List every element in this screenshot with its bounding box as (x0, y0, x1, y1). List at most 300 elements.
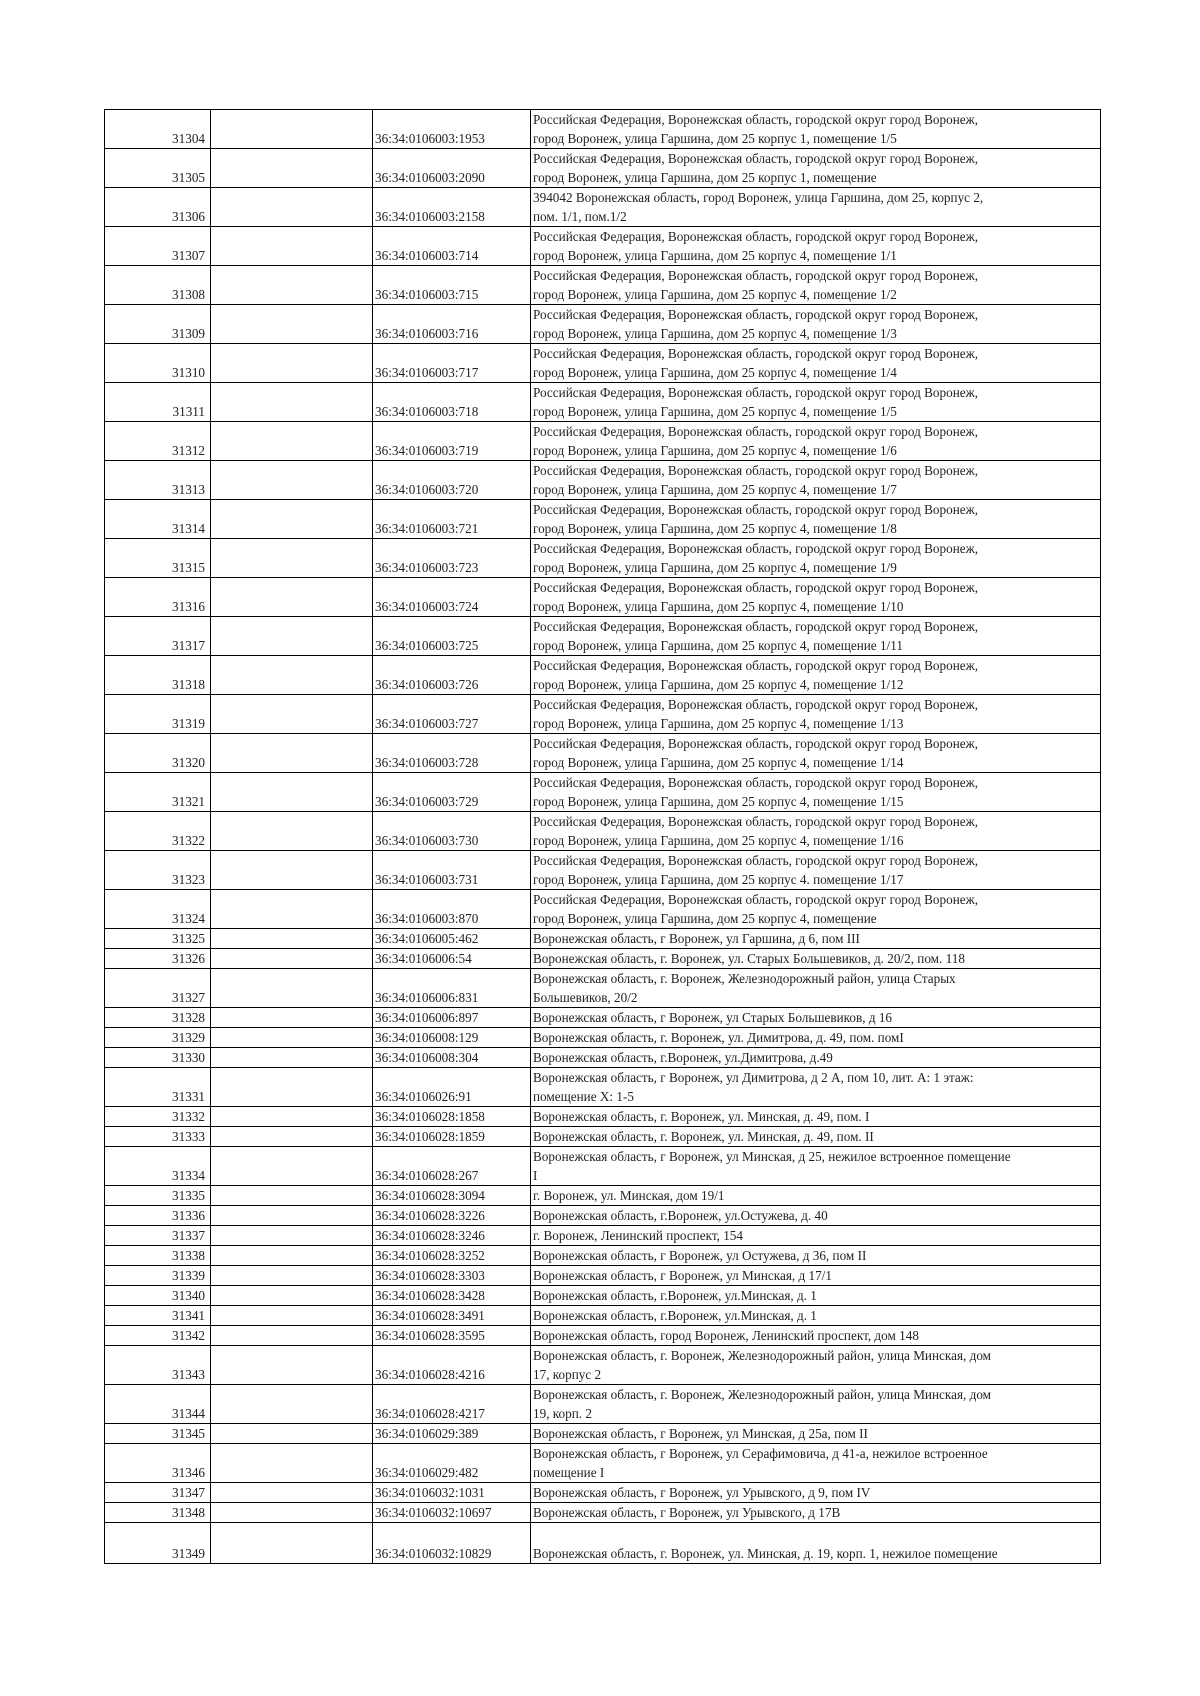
address-line: пом. 1/1, пом.1/2 (533, 209, 627, 224)
cadastral-number: 36:34:0106003:714 (373, 227, 531, 266)
address-cell (531, 1483, 1101, 1503)
empty-cell (211, 1266, 373, 1286)
row-number: 31325 (105, 929, 211, 949)
row-number: 31312 (105, 422, 211, 461)
cadastral-number: 36:34:0106008:304 (373, 1048, 531, 1068)
address-line: город Воронеж, улица Гаршина, дом 25 корпус 4, помещение 1/11 (533, 638, 903, 653)
address-cell (531, 500, 1101, 539)
address-line: Воронежская область, г Воронеж, ул Минская, д 25а, пом II (533, 1426, 868, 1441)
table-row (105, 1266, 1101, 1286)
address-cell (531, 656, 1101, 695)
empty-cell (211, 1346, 373, 1385)
row-number: 31342 (105, 1326, 211, 1346)
address-line: Воронежская область, г. Воронеж, Железнодорожный район, улица Минская, дом (533, 1348, 992, 1363)
address-cell (531, 890, 1101, 929)
table-row (105, 149, 1101, 188)
table-row (105, 1286, 1101, 1306)
address-line: Российская Федерация, Воронежская область, городской округ город Воронеж, (533, 697, 979, 712)
empty-cell (211, 890, 373, 929)
empty-cell (211, 1483, 373, 1503)
address-cell (531, 695, 1101, 734)
address-line: Воронежская область, г. Воронеж, ул. Димитрова, д. 49, пом. помI (533, 1030, 904, 1045)
address-line: Российская Федерация, Воронежская область, городской округ город Воронеж, (533, 307, 979, 322)
address-cell (531, 1523, 1101, 1564)
address-cell (531, 383, 1101, 422)
empty-cell (211, 695, 373, 734)
empty-cell (211, 1107, 373, 1127)
empty-cell (211, 1503, 373, 1523)
address-cell (531, 1048, 1101, 1068)
empty-cell (211, 1147, 373, 1186)
address-line: Воронежская область, г.Воронеж, ул.Минская, д. 1 (533, 1288, 817, 1303)
empty-cell (211, 1326, 373, 1346)
address-cell (531, 1346, 1101, 1385)
row-number: 31317 (105, 617, 211, 656)
table-row (105, 1503, 1101, 1523)
table-row (105, 461, 1101, 500)
table-row (105, 929, 1101, 949)
address-line: Российская Федерация, Воронежская область, городской округ город Воронеж, (533, 151, 979, 166)
row-number: 31315 (105, 539, 211, 578)
table-row (105, 734, 1101, 773)
address-line: Воронежская область, г Воронеж, ул Урывского, д 9, пом IV (533, 1485, 871, 1500)
cadastral-number: 36:34:0106032:1031 (373, 1483, 531, 1503)
table-row (105, 1206, 1101, 1226)
cadastral-number: 36:34:0106003:1953 (373, 110, 531, 149)
row-number: 31318 (105, 656, 211, 695)
cadastral-number: 36:34:0106006:897 (373, 1008, 531, 1028)
address-line: Большевиков, 20/2 (533, 990, 638, 1005)
address-cell (531, 1246, 1101, 1266)
row-number: 31327 (105, 969, 211, 1008)
table-row (105, 1008, 1101, 1028)
cadastral-number: 36:34:0106003:719 (373, 422, 531, 461)
cadastral-number: 36:34:0106028:3226 (373, 1206, 531, 1226)
empty-cell (211, 1008, 373, 1028)
address-cell (531, 266, 1101, 305)
empty-cell (211, 305, 373, 344)
row-number: 31324 (105, 890, 211, 929)
address-line: Российская Федерация, Воронежская область, городской округ город Воронеж, (533, 346, 979, 361)
table-row (105, 422, 1101, 461)
address-cell (531, 851, 1101, 890)
empty-cell (211, 1068, 373, 1107)
cadastral-number: 36:34:0106003:730 (373, 812, 531, 851)
row-number: 31339 (105, 1266, 211, 1286)
row-number: 31341 (105, 1306, 211, 1326)
table-row (105, 1147, 1101, 1186)
table-row (105, 188, 1101, 227)
empty-cell (211, 1186, 373, 1206)
address-cell (531, 1226, 1101, 1246)
address-line: Российская Федерация, Воронежская область, городской округ город Воронеж, (533, 892, 979, 907)
address-line: город Воронеж, улица Гаршина, дом 25 корпус 4, помещение 1/6 (533, 443, 897, 458)
table-row (105, 1346, 1101, 1385)
table-row (105, 500, 1101, 539)
address-line: город Воронеж, улица Гаршина, дом 25 корпус 4, помещение 1/7 (533, 482, 897, 497)
table-row (105, 1246, 1101, 1266)
row-number: 31340 (105, 1286, 211, 1306)
cadastral-number: 36:34:0106029:482 (373, 1444, 531, 1483)
address-cell (531, 1127, 1101, 1147)
empty-cell (211, 188, 373, 227)
address-line: город Воронеж, улица Гаршина, дом 25 корпус 4. помещение 1/17 (533, 872, 904, 887)
address-cell (531, 1444, 1101, 1483)
address-line: город Воронеж, улица Гаршина, дом 25 корпус 4, помещение 1/16 (533, 833, 904, 848)
address-line: Российская Федерация, Воронежская область, городской округ город Воронеж, (533, 463, 979, 478)
cadastral-number: 36:34:0106028:3428 (373, 1286, 531, 1306)
address-line: Воронежская область, г Воронеж, ул Минская, д 25, нежилое встроенное помещение (533, 1149, 1011, 1164)
cadastral-number: 36:34:0106003:717 (373, 344, 531, 383)
address-cell (531, 1266, 1101, 1286)
table-row (105, 227, 1101, 266)
empty-cell (211, 227, 373, 266)
table-row (105, 1326, 1101, 1346)
address-line: помещение I (533, 1465, 605, 1480)
address-line: город Воронеж, улица Гаршина, дом 25 корпус 4, помещение (533, 911, 877, 926)
address-cell (531, 1107, 1101, 1127)
property-register-table (104, 109, 1101, 1564)
row-number: 31332 (105, 1107, 211, 1127)
address-line: г. Воронеж, Ленинский проспект, 154 (533, 1228, 743, 1243)
address-line: 394042 Воронежская область, город Воронеж, улица Гаршина, дом 25, корпус 2, (533, 190, 984, 205)
address-line: г. Воронеж, ул. Минская, дом 19/1 (533, 1188, 725, 1203)
address-line: город Воронеж, улица Гаршина, дом 25 корпус 4, помещение 1/5 (533, 404, 897, 419)
address-line: Российская Федерация, Воронежская область, городской округ город Воронеж, (533, 385, 979, 400)
empty-cell (211, 1286, 373, 1306)
address-line: Российская Федерация, Воронежская область, городской округ город Воронеж, (533, 736, 979, 751)
table-row (105, 1385, 1101, 1424)
cadastral-number: 36:34:0106028:3094 (373, 1186, 531, 1206)
empty-cell (211, 1246, 373, 1266)
row-number: 31331 (105, 1068, 211, 1107)
empty-cell (211, 500, 373, 539)
cadastral-number: 36:34:0106006:831 (373, 969, 531, 1008)
row-number: 31346 (105, 1444, 211, 1483)
address-line: Воронежская область, г. Воронеж, Железнодорожный район, улица Старых (533, 971, 956, 986)
table-row (105, 617, 1101, 656)
row-number: 31316 (105, 578, 211, 617)
cadastral-number: 36:34:0106003:2158 (373, 188, 531, 227)
address-cell (531, 734, 1101, 773)
address-line: Воронежская область, г Воронеж, ул Урывского, д 17В (533, 1505, 841, 1520)
cadastral-number: 36:34:0106028:3491 (373, 1306, 531, 1326)
cadastral-number: 36:34:0106028:4216 (373, 1346, 531, 1385)
address-cell (531, 422, 1101, 461)
address-cell (531, 1326, 1101, 1346)
table-row (105, 773, 1101, 812)
row-number: 31344 (105, 1385, 211, 1424)
address-line: город Воронеж, улица Гаршина, дом 25 корпус 4, помещение 1/15 (533, 794, 904, 809)
cadastral-number: 36:34:0106028:3595 (373, 1326, 531, 1346)
address-line: Воронежская область, г Воронеж, ул Остужева, д 36, пом II (533, 1248, 867, 1263)
address-cell (531, 1206, 1101, 1226)
address-line: Российская Федерация, Воронежская область, городской округ город Воронеж, (533, 229, 979, 244)
cadastral-number: 36:34:0106003:729 (373, 773, 531, 812)
address-line: Воронежская область, г. Воронеж, ул. Старых Большевиков, д. 20/2, пом. 118 (533, 951, 965, 966)
empty-cell (211, 110, 373, 149)
row-number: 31337 (105, 1226, 211, 1246)
address-line: город Воронеж, улица Гаршина, дом 25 корпус 4, помещение 1/3 (533, 326, 897, 341)
cadastral-number: 36:34:0106028:3303 (373, 1266, 531, 1286)
address-line: Воронежская область, г Воронеж, ул Димитрова, д 2 А, пом 10, лит. А: 1 этаж: (533, 1070, 974, 1085)
cadastral-number: 36:34:0106003:726 (373, 656, 531, 695)
address-line: город Воронеж, улица Гаршина, дом 25 корпус 4, помещение 1/8 (533, 521, 897, 536)
address-cell (531, 812, 1101, 851)
register-rows (105, 110, 1101, 1564)
address-line: I (533, 1168, 538, 1183)
table-row (105, 812, 1101, 851)
address-line: Воронежская область, г. Воронеж, ул. Минская, д. 19, корп. 1, нежилое помещение (533, 1546, 998, 1561)
row-number: 31338 (105, 1246, 211, 1266)
address-cell (531, 539, 1101, 578)
address-line: 17, корпус 2 (533, 1367, 602, 1382)
address-line: Воронежская область, г. Воронеж, ул. Минская, д. 49, пом. I (533, 1109, 870, 1124)
table-row (105, 1127, 1101, 1147)
cadastral-number: 36:34:0106029:389 (373, 1424, 531, 1444)
address-cell (531, 969, 1101, 1008)
table-row (105, 890, 1101, 929)
cadastral-number: 36:34:0106003:2090 (373, 149, 531, 188)
address-cell (531, 1424, 1101, 1444)
table-row (105, 1306, 1101, 1326)
row-number: 31328 (105, 1008, 211, 1028)
empty-cell (211, 929, 373, 949)
address-line: Воронежская область, г.Воронеж, ул.Остужева, д. 40 (533, 1208, 828, 1223)
address-line: Российская Федерация, Воронежская область, городской округ город Воронеж, (533, 112, 979, 127)
cadastral-number: 36:34:0106003:720 (373, 461, 531, 500)
empty-cell (211, 949, 373, 969)
row-number: 31333 (105, 1127, 211, 1147)
address-line: Российская Федерация, Воронежская область, городской округ город Воронеж, (533, 268, 979, 283)
row-number: 31330 (105, 1048, 211, 1068)
table-row (105, 1068, 1101, 1107)
address-cell (531, 344, 1101, 383)
cadastral-number: 36:34:0106003:715 (373, 266, 531, 305)
cadastral-number: 36:34:0106028:3252 (373, 1246, 531, 1266)
cadastral-number: 36:34:0106028:1858 (373, 1107, 531, 1127)
address-line: Российская Федерация, Воронежская область, городской округ город Воронеж, (533, 814, 979, 829)
address-line: Воронежская область, город Воронеж, Ленинский проспект, дом 148 (533, 1328, 919, 1343)
table-row (105, 656, 1101, 695)
address-line: город Воронеж, улица Гаршина, дом 25 корпус 4, помещение 1/12 (533, 677, 904, 692)
cadastral-number: 36:34:0106003:731 (373, 851, 531, 890)
address-line: город Воронеж, улица Гаршина, дом 25 корпус 4, помещение 1/13 (533, 716, 904, 731)
table-row (105, 383, 1101, 422)
row-number: 31329 (105, 1028, 211, 1048)
row-number: 31326 (105, 949, 211, 969)
row-number: 31311 (105, 383, 211, 422)
address-line: город Воронеж, улица Гаршина, дом 25 корпус 1, помещение (533, 170, 877, 185)
address-cell (531, 578, 1101, 617)
table-row (105, 1048, 1101, 1068)
address-line: Воронежская область, г.Воронеж, ул.Димитрова, д.49 (533, 1050, 833, 1065)
address-line: 19, корп. 2 (533, 1406, 592, 1421)
empty-cell (211, 812, 373, 851)
table-row (105, 305, 1101, 344)
row-number: 31335 (105, 1186, 211, 1206)
address-cell (531, 1186, 1101, 1206)
table-row (105, 851, 1101, 890)
empty-cell (211, 461, 373, 500)
address-line: Воронежская область, г Воронеж, ул Серафимовича, д 41-а, нежилое встроенное (533, 1446, 988, 1461)
table-row (105, 1028, 1101, 1048)
address-line: город Воронеж, улица Гаршина, дом 25 корпус 4, помещение 1/2 (533, 287, 897, 302)
cadastral-number: 36:34:0106026:91 (373, 1068, 531, 1107)
row-number: 31307 (105, 227, 211, 266)
address-line: Российская Федерация, Воронежская область, городской округ город Воронеж, (533, 658, 979, 673)
address-cell (531, 110, 1101, 149)
table-row (105, 1107, 1101, 1127)
empty-cell (211, 656, 373, 695)
cadastral-number: 36:34:0106028:267 (373, 1147, 531, 1186)
address-cell (531, 1028, 1101, 1048)
row-number: 31320 (105, 734, 211, 773)
empty-cell (211, 851, 373, 890)
row-number: 31343 (105, 1346, 211, 1385)
row-number: 31323 (105, 851, 211, 890)
row-number: 31349 (105, 1523, 211, 1564)
table-row (105, 1186, 1101, 1206)
cadastral-number: 36:34:0106003:724 (373, 578, 531, 617)
table-row (105, 578, 1101, 617)
empty-cell (211, 578, 373, 617)
address-line: город Воронеж, улица Гаршина, дом 25 корпус 4, помещение 1/4 (533, 365, 897, 380)
empty-cell (211, 1127, 373, 1147)
cadastral-number: 36:34:0106003:718 (373, 383, 531, 422)
cadastral-number: 36:34:0106008:129 (373, 1028, 531, 1048)
cadastral-number: 36:34:0106003:725 (373, 617, 531, 656)
table-row (105, 949, 1101, 969)
row-number: 31336 (105, 1206, 211, 1226)
cadastral-number: 36:34:0106028:1859 (373, 1127, 531, 1147)
table-row (105, 344, 1101, 383)
address-line: помещение X: 1-5 (533, 1089, 634, 1104)
cadastral-number: 36:34:0106003:721 (373, 500, 531, 539)
cadastral-number: 36:34:0106005:462 (373, 929, 531, 949)
row-number: 31347 (105, 1483, 211, 1503)
address-line: Воронежская область, г Воронеж, ул Старых Большевиков, д 16 (533, 1010, 893, 1025)
empty-cell (211, 969, 373, 1008)
cadastral-number: 36:34:0106006:54 (373, 949, 531, 969)
address-line: Российская Федерация, Воронежская область, городской округ город Воронеж, (533, 853, 979, 868)
address-line: Российская Федерация, Воронежская область, городской округ город Воронеж, (533, 424, 979, 439)
cadastral-number: 36:34:0106003:727 (373, 695, 531, 734)
address-cell (531, 1286, 1101, 1306)
address-cell (531, 227, 1101, 266)
empty-cell (211, 149, 373, 188)
address-cell (531, 1147, 1101, 1186)
address-cell (531, 929, 1101, 949)
empty-cell (211, 1385, 373, 1424)
address-line: Воронежская область, г Воронеж, ул Минская, д 17/1 (533, 1268, 832, 1283)
address-line: город Воронеж, улица Гаршина, дом 25 корпус 4, помещение 1/9 (533, 560, 897, 575)
cadastral-number: 36:34:0106003:728 (373, 734, 531, 773)
table-row (105, 266, 1101, 305)
row-number: 31314 (105, 500, 211, 539)
address-line: Российская Федерация, Воронежская область, городской округ город Воронеж, (533, 775, 979, 790)
empty-cell (211, 1444, 373, 1483)
address-line: город Воронеж, улица Гаршина, дом 25 корпус 4, помещение 1/10 (533, 599, 904, 614)
address-line: Воронежская область, г. Воронеж, ул. Минская, д. 49, пом. II (533, 1129, 874, 1144)
address-line: город Воронеж, улица Гаршина, дом 25 корпус 4, помещение 1/1 (533, 248, 897, 263)
address-cell (531, 1068, 1101, 1107)
address-cell (531, 949, 1101, 969)
row-number: 31322 (105, 812, 211, 851)
table-row (105, 1523, 1101, 1564)
cadastral-number: 36:34:0106032:10697 (373, 1503, 531, 1523)
row-number: 31313 (105, 461, 211, 500)
cadastral-number: 36:34:0106028:4217 (373, 1385, 531, 1424)
empty-cell (211, 539, 373, 578)
row-number: 31304 (105, 110, 211, 149)
address-cell (531, 149, 1101, 188)
row-number: 31321 (105, 773, 211, 812)
table-row (105, 110, 1101, 149)
row-number: 31306 (105, 188, 211, 227)
empty-cell (211, 1306, 373, 1326)
empty-cell (211, 1028, 373, 1048)
table-row (105, 1226, 1101, 1246)
address-line: город Воронеж, улица Гаршина, дом 25 корпус 1, помещение 1/5 (533, 131, 897, 146)
row-number: 31308 (105, 266, 211, 305)
row-number: 31334 (105, 1147, 211, 1186)
address-line: Воронежская область, г. Воронеж, Железнодорожный район, улица Минская, дом (533, 1387, 992, 1402)
address-cell (531, 1503, 1101, 1523)
address-cell (531, 1385, 1101, 1424)
address-line: Воронежская область, г.Воронеж, ул.Минская, д. 1 (533, 1308, 817, 1323)
table-row (105, 1444, 1101, 1483)
empty-cell (211, 422, 373, 461)
address-cell (531, 305, 1101, 344)
empty-cell (211, 617, 373, 656)
cadastral-number: 36:34:0106003:870 (373, 890, 531, 929)
address-cell (531, 188, 1101, 227)
empty-cell (211, 1226, 373, 1246)
empty-cell (211, 1048, 373, 1068)
address-line: Российская Федерация, Воронежская область, городской округ город Воронеж, (533, 502, 979, 517)
table-row (105, 969, 1101, 1008)
empty-cell (211, 1424, 373, 1444)
row-number: 31305 (105, 149, 211, 188)
address-line: город Воронеж, улица Гаршина, дом 25 корпус 4, помещение 1/14 (533, 755, 904, 770)
empty-cell (211, 1523, 373, 1564)
empty-cell (211, 266, 373, 305)
table-row (105, 695, 1101, 734)
row-number: 31345 (105, 1424, 211, 1444)
address-cell (531, 773, 1101, 812)
cadastral-number: 36:34:0106003:716 (373, 305, 531, 344)
empty-cell (211, 773, 373, 812)
table-row (105, 1424, 1101, 1444)
cadastral-number: 36:34:0106003:723 (373, 539, 531, 578)
row-number: 31319 (105, 695, 211, 734)
row-number: 31348 (105, 1503, 211, 1523)
address-cell (531, 461, 1101, 500)
address-line: Российская Федерация, Воронежская область, городской округ город Воронеж, (533, 541, 979, 556)
empty-cell (211, 1206, 373, 1226)
table-row (105, 1483, 1101, 1503)
address-line: Российская Федерация, Воронежская область, городской округ город Воронеж, (533, 619, 979, 634)
empty-cell (211, 383, 373, 422)
empty-cell (211, 344, 373, 383)
row-number: 31310 (105, 344, 211, 383)
address-cell (531, 1306, 1101, 1326)
cadastral-number: 36:34:0106032:10829 (373, 1523, 531, 1564)
row-number: 31309 (105, 305, 211, 344)
table-row (105, 539, 1101, 578)
empty-cell (211, 734, 373, 773)
